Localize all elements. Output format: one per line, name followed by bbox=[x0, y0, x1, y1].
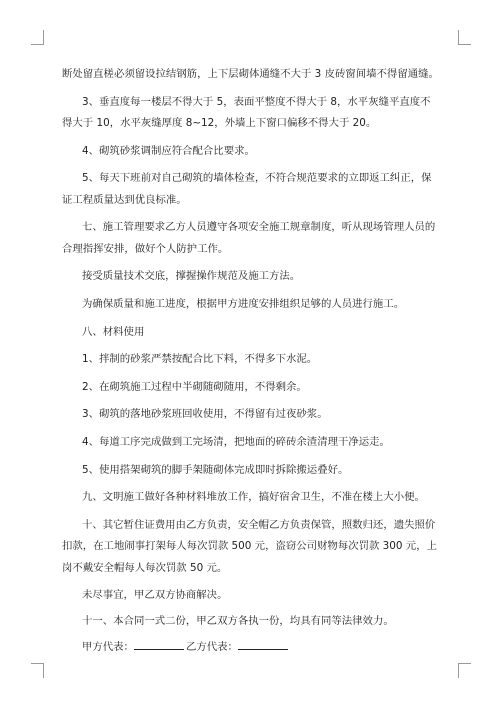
paragraph: 未尽事宜，甲乙双方协商解决。 bbox=[82, 589, 228, 602]
crop-mark-bottom-right bbox=[458, 663, 471, 678]
paragraph: 2、在砌筑施工过程中半砌随砌随用，不得剩余。 bbox=[82, 380, 307, 393]
document-body bbox=[62, 64, 440, 659]
paragraph: 3、砌筑的落地砂浆班回收使用，不得留有过夜砂浆。 bbox=[82, 408, 328, 421]
paragraph: 九、文明施工做好各种材料堆放工作，搞好宿舍卫生，不准在楼上大小便。 bbox=[82, 491, 425, 504]
paragraph: 5、每天下班前对自己砌筑的墙体检查，不符合规范要求的立即返工纠正，保证工程质量达到优良标准。 bbox=[62, 172, 432, 206]
paragraph: 1、拌制的砂浆严禁按配合比下料，不得多下水泥。 bbox=[82, 353, 318, 366]
paragraph: 为确保质量和施工进度，根据甲方进度安排组织足够的人员进行施工。 bbox=[82, 298, 405, 311]
paragraph: 4、砌筑砂浆调制应符合配合比要求。 bbox=[82, 144, 255, 157]
crop-mark-top-right bbox=[458, 30, 471, 45]
paragraph: 3、垂直度每一楼层不得大于 5，表面平整度不得大于 8，水平灰缝平直度不得大于 10，水平灰缝厚度 8~12，外墙上下窗口偏移不得大于 20。 bbox=[62, 95, 431, 130]
crop-mark-top-left bbox=[31, 30, 44, 45]
paragraph: 七、施工管理要求乙方人员遵守各项安全施工规章制度，听从现场管理人员的合理指挥安排，做好个人防护工作。 bbox=[62, 221, 436, 255]
party-b-blank[interactable] bbox=[238, 640, 288, 650]
party-b-label: 乙方代表： bbox=[185, 641, 238, 654]
paragraph: 接受质量技术交底，撑握操作规范及施工方法。 bbox=[82, 270, 301, 283]
paragraph: 4、每道工序完成做到工完场清，把地面的碎砖余渣清理干净运走。 bbox=[82, 436, 390, 449]
paragraph: 十一、本合同一式二份，甲乙双方各执一份，均具有同等法律效力。 bbox=[82, 615, 394, 628]
paragraph: 5、使用搭架砌筑的脚手架随砌体完成即时拆除搬运叠好。 bbox=[82, 463, 349, 476]
party-a-label: 甲方代表： bbox=[82, 641, 134, 654]
party-a-blank[interactable] bbox=[134, 640, 184, 650]
signature-line bbox=[62, 637, 440, 659]
section-heading: 八、材料使用 bbox=[82, 325, 145, 338]
crop-mark-bottom-left bbox=[31, 663, 44, 678]
paragraph: 断处留直槎必须留设拉结钢筋，上下层砌体通缝不大于 3 皮砖窗间墙不得留通缝。 bbox=[62, 68, 439, 80]
paragraph: 十、其它暂住证费用由乙方负责，安全帽乙方负责保管，照数归还，遗失照价扣款，在工地闹事打架每人每次罚款 500 元，盗窃公司财物每次罚款 300 元，上岗不戴安全帽每人每次罚款 50 元。 bbox=[62, 518, 437, 574]
